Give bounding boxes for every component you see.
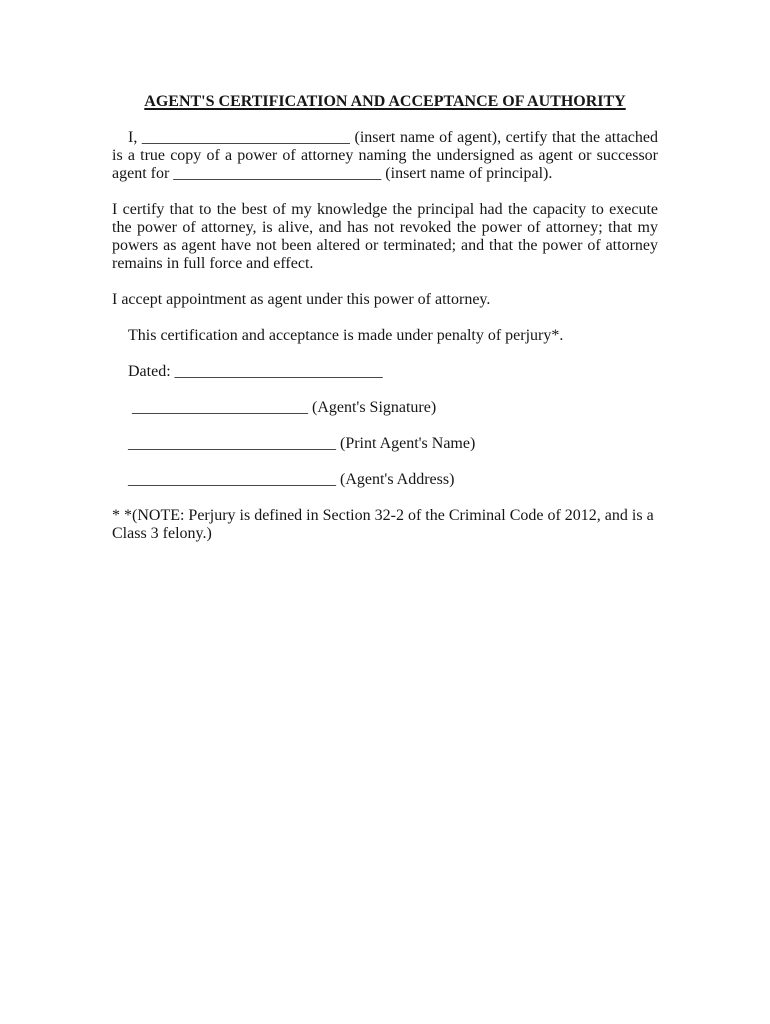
paragraph-certification: I certify that to the best of my knowledge the principal had the capacity to execute the power of attorney, is alive, and has not revoked the power of attorney; that my powers as agent have not been altered or terminated; and that the power of attorney remains in full force and effect. bbox=[112, 201, 658, 272]
print-agent-name-blank-line: __________________________ (Print Agent's Name) bbox=[128, 435, 476, 452]
agent-signature-blank-line: ______________________ (Agent's Signature) bbox=[128, 399, 437, 416]
document-title bbox=[112, 93, 658, 111]
paragraph-agent-intro: I, __________________________ (insert name of agent), certify that the attached is a true copy of a power of attorney naming the undersigned as agent or successor agent for __________________________ (insert name of principal). bbox=[112, 129, 658, 182]
paragraph-acceptance: I accept appointment as agent under this power of attorney. bbox=[112, 291, 491, 308]
paragraph-perjury-statement: This certification and acceptance is made under penalty of perjury*. bbox=[128, 327, 564, 344]
dated-blank-line: Dated: __________________________ bbox=[128, 363, 383, 380]
agent-address-blank-line: __________________________ (Agent's Address) bbox=[128, 471, 455, 488]
paragraph-perjury-note: * *(NOTE: Perjury is defined in Section 32-2 of the Criminal Code of 2012, and is a Class 3 felony.) bbox=[112, 507, 654, 542]
document-title-text: AGENT'S CERTIFICATION AND ACCEPTANCE OF AUTHORITY bbox=[144, 93, 626, 110]
